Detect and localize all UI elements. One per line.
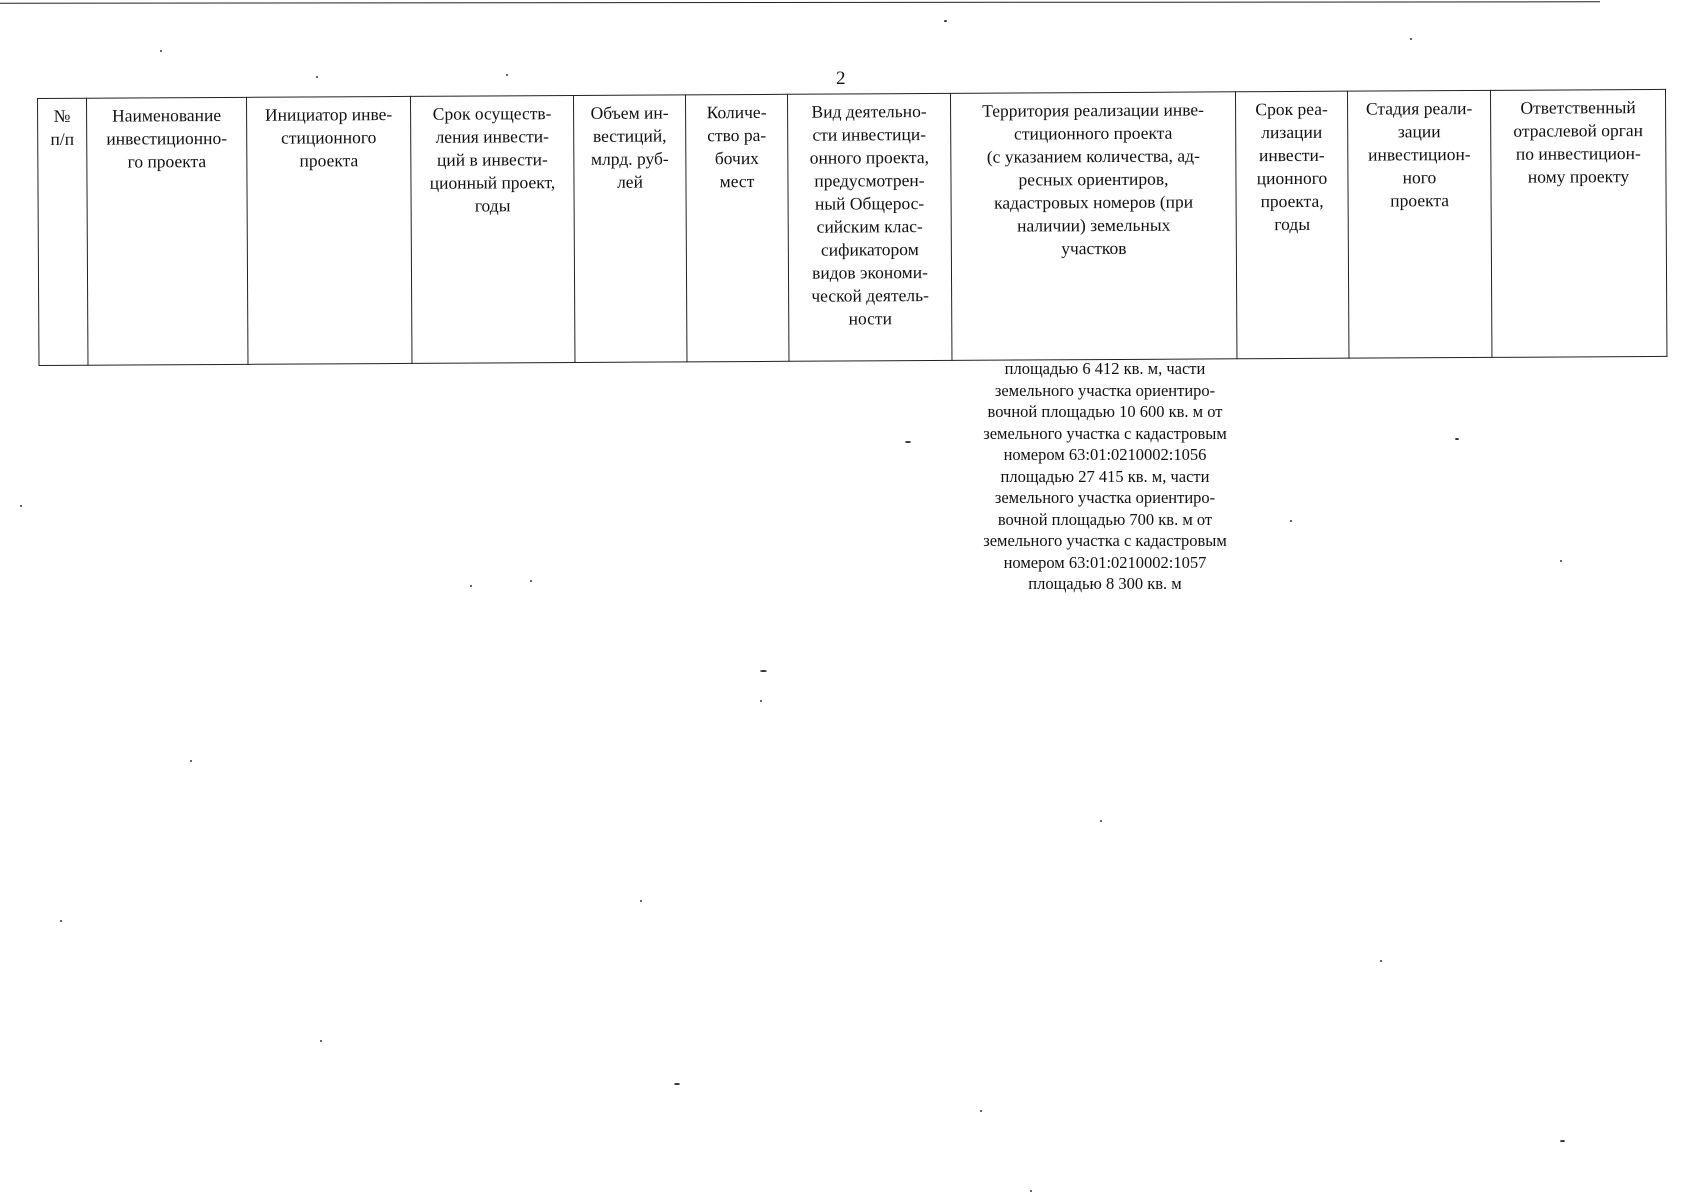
col-header-responsible-body: Ответственный отраслевой орган по инвестицион- ному проекту xyxy=(1490,89,1666,357)
territory-continuation-text: площадью 6 412 кв. м, части земельного участка ориентиро- вочной площадью 10 600 кв. м от земельного участка с кадастровым номером 63:01:0210002:1056 площадью 27 415 кв. м, части земельного участка ориентиро- вочной площадью 700 кв. м от земельного участка с кадастровым номером 63:01:0210002:1057 площадью 8 300 кв. м xyxy=(983,359,1227,593)
col-header-territory: Территория реализации инве- стиционного проекта (с указанием количества, ад- ресных ориентиров, кадастровых номеров (при наличии) земельных участков xyxy=(950,92,1236,361)
investment-projects-table xyxy=(37,89,1667,366)
page-number: 2 xyxy=(836,68,846,89)
top-rule xyxy=(0,1,1600,3)
col-header-project-name: Наименование инвестиционно- го проекта xyxy=(87,97,248,365)
col-header-stage: Стадия реали- зации инвестицион- ного проекта xyxy=(1347,90,1491,358)
table-header-row xyxy=(38,89,1667,365)
col-header-investment-volume: Объем ин- вестиций, млрд. руб- лей xyxy=(573,95,686,363)
col-header-initiator: Инициатор инве- стиционного проекта xyxy=(246,96,411,364)
col-header-jobs-count: Количе- ство ра- бочих мест xyxy=(685,94,788,362)
col-header-number: № п/п xyxy=(38,98,88,365)
col-header-implementation-period: Срок реа- лизации инвести- ционного проекта, годы xyxy=(1235,91,1348,359)
col-header-activity-type: Вид деятельно- сти инвестици- онного проекта, предусмотрен- ный Общерос- сийским клас- сификатором видов экономи- ческой деятель- ности xyxy=(787,93,951,361)
col-header-investment-period: Срок осуществ- ления инвести- ций в инвести- ционный проект, годы xyxy=(410,96,574,364)
